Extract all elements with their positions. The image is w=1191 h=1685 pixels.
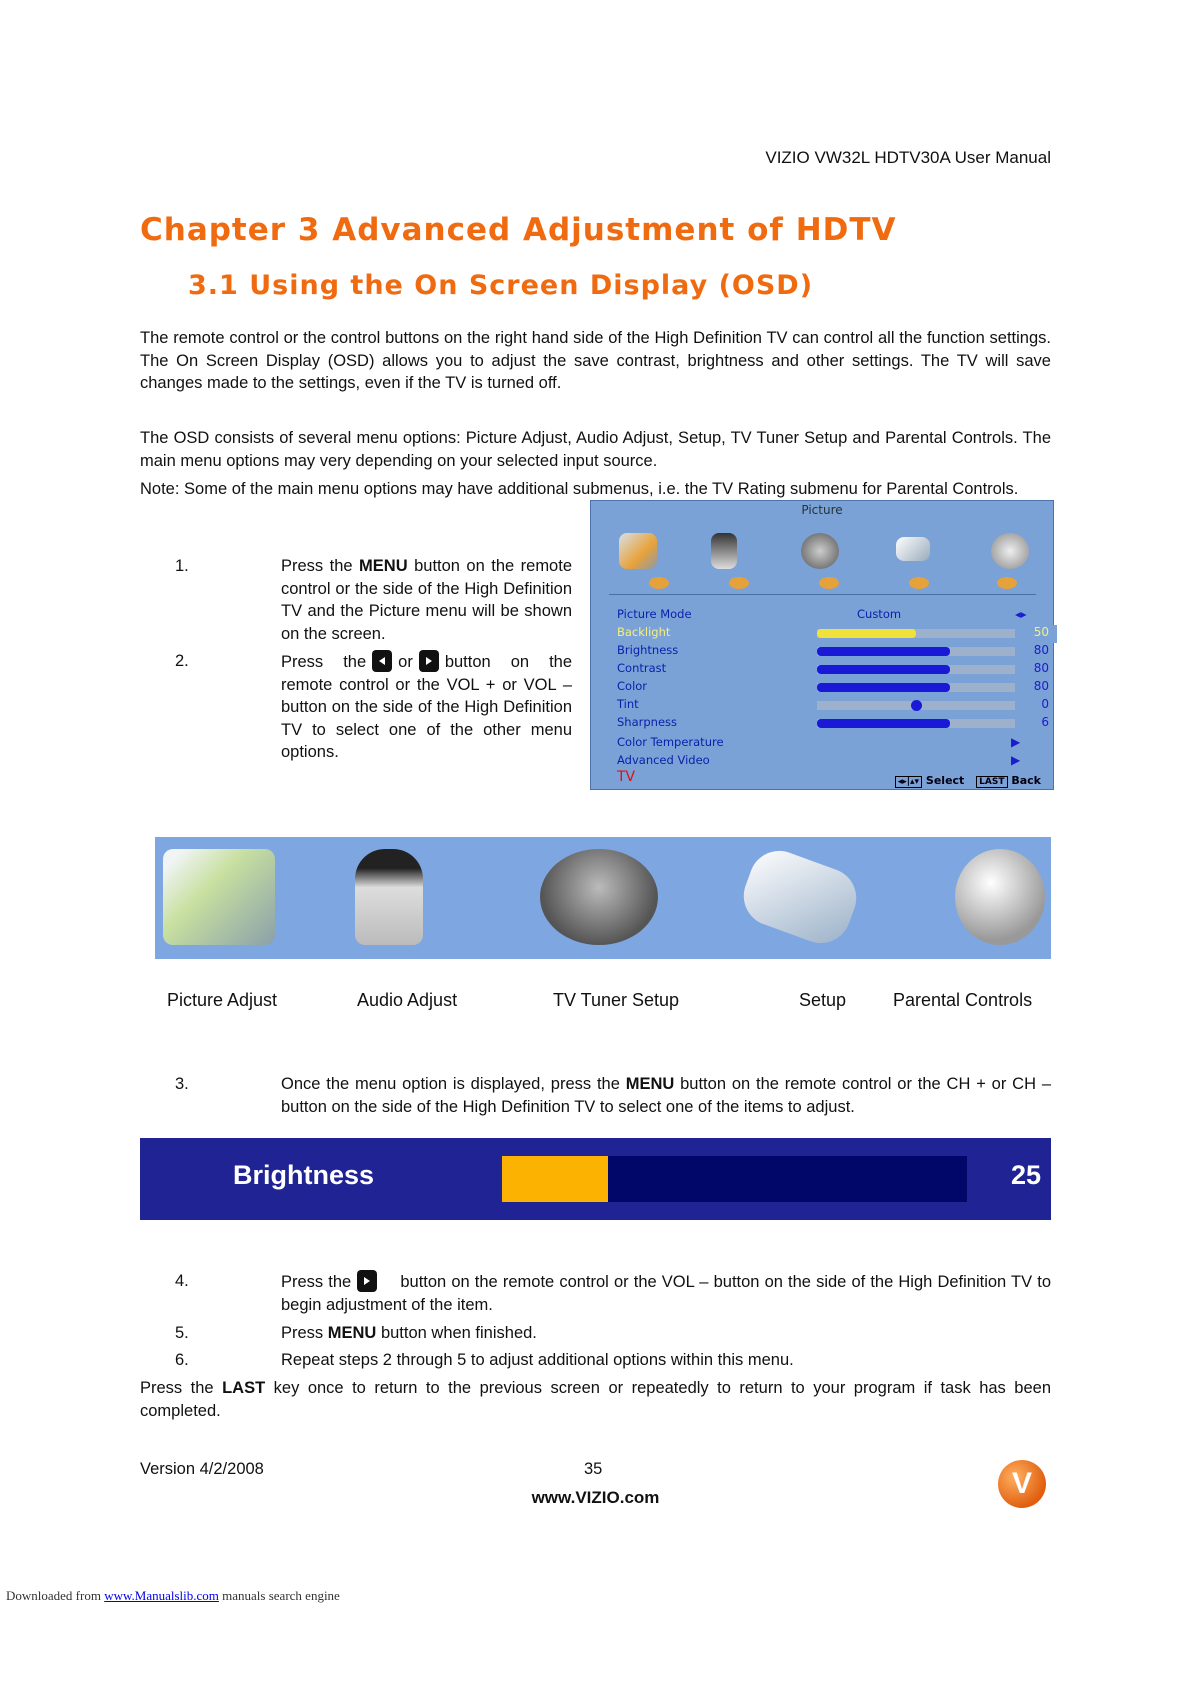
- wrench-icon: [896, 537, 930, 561]
- osd-slider-fill: [817, 719, 950, 728]
- last-key-icon: LAST: [976, 776, 1007, 788]
- step-number: 1.: [175, 557, 189, 575]
- manualslib-link[interactable]: www.Manualslib.com: [104, 1588, 219, 1603]
- osd-slider-thumb[interactable]: [911, 700, 922, 711]
- osd-picture-mode-value: Custom: [857, 607, 902, 621]
- satellite-dish-icon: [801, 533, 839, 569]
- osd-divider: [609, 594, 1036, 595]
- osd-setting-label: Color: [617, 679, 648, 693]
- osd-setting-value: 6: [1041, 715, 1049, 729]
- osd-advanced-video-row: Advanced Video: [617, 753, 710, 767]
- step-2: 2. Press the or button on the remote control or the VOL + or VOL – button on the side of the High Definition TV to select one of the other menu options.: [175, 652, 572, 761]
- osd-setting-value: 80: [1033, 679, 1049, 693]
- osd-setting-row[interactable]: [617, 625, 1057, 643]
- osd-setting-value: 80: [1033, 643, 1049, 657]
- version-text: Version 4/2/2008: [140, 1460, 264, 1478]
- chevron-down-icon: [649, 577, 669, 589]
- chevron-down-icon: [729, 577, 749, 589]
- arrow-keys-icon: ◂▸|▴▾: [895, 776, 922, 788]
- osd-setting-row[interactable]: [617, 679, 1057, 697]
- osd-slider-fill: [817, 647, 950, 656]
- step-4: 4. Press the button on the remote control or the VOL – button on the side of the High Definition TV to begin adjustment of the item.: [175, 1272, 1052, 1314]
- page-header: VIZIO VW32L HDTV30A User Manual: [765, 148, 1051, 167]
- osd-icon-row: [611, 527, 1036, 577]
- closing-paragraph: Press the LAST key once to return to the previous screen or repeatedly to return to your program if task has been completed.: [140, 1379, 1051, 1420]
- brightness-value: 25: [1010, 1160, 1041, 1190]
- submenu-arrow-icon: ▶: [1011, 735, 1021, 749]
- brightness-fill: [502, 1156, 608, 1202]
- chevron-down-icon: [909, 577, 929, 589]
- menu-label: TV Tuner Setup: [553, 990, 680, 1010]
- main-menu-icon-strip: [155, 837, 1051, 959]
- step-number: 4.: [175, 1272, 189, 1290]
- step-5: 5. Press MENU button when finished.: [175, 1322, 1051, 1345]
- chevron-down-icon: [819, 577, 839, 589]
- microphone-icon: [711, 533, 737, 569]
- audio-adjust-microphone-icon: [355, 849, 423, 945]
- osd-footer-hint: ◂▸|▴▾ Select LAST Back: [895, 774, 1041, 787]
- osd-slider-fill: [817, 665, 950, 674]
- osd-options-paragraph: The OSD consists of several menu options: Picture Adjust, Audio Adjust, Setup, TV Tuner Setup and Parental Controls. The main menu options may very depending on your selected input source.: [140, 429, 1051, 470]
- brightness-track: [502, 1156, 967, 1202]
- osd-picture-menu: [590, 500, 1054, 790]
- submenu-arrow-icon: ▶: [1011, 753, 1021, 767]
- step-6: 6. Repeat steps 2 through 5 to adjust additional options within this menu.: [175, 1349, 1051, 1372]
- osd-setting-row[interactable]: [617, 661, 1057, 679]
- osd-slider-fill: [817, 629, 916, 638]
- step-number: 2.: [175, 652, 189, 670]
- osd-setting-label: Sharpness: [617, 715, 678, 729]
- osd-slider-track[interactable]: [817, 629, 1015, 638]
- menu-key-label: MENU: [359, 557, 408, 575]
- vizio-logo: V: [998, 1460, 1046, 1508]
- osd-title: Picture: [801, 503, 843, 517]
- key-icon: [991, 533, 1029, 569]
- brightness-label: Brightness: [233, 1160, 375, 1190]
- section-title: 3.1 Using the On Screen Display (OSD): [188, 270, 814, 301]
- osd-setting-value: 50: [1033, 625, 1049, 639]
- osd-slider-track[interactable]: [817, 701, 1015, 710]
- chapter-title: Chapter 3 Advanced Adjustment of HDTV: [140, 212, 897, 248]
- osd-setting-row[interactable]: [617, 643, 1057, 661]
- menu-label: Parental Controls: [893, 990, 1033, 1010]
- parental-controls-key-icon: [955, 849, 1045, 945]
- chevron-down-icon: [997, 577, 1017, 589]
- right-arrow-key-icon: [419, 650, 439, 672]
- step-3: 3. Once the menu option is displayed, press the MENU button on the remote control or the CH + or CH – button on the side of the High Definition TV to select one of the items to adjust.: [175, 1075, 1051, 1116]
- osd-slider-fill: [817, 683, 950, 692]
- menu-label: Picture Adjust: [167, 990, 278, 1010]
- step-number: 6.: [175, 1351, 189, 1369]
- osd-setting-label: Contrast: [617, 661, 667, 675]
- osd-picture-mode-label: Picture Mode: [617, 607, 692, 621]
- osd-setting-row[interactable]: [617, 715, 1057, 733]
- menu-label: Setup: [799, 990, 847, 1010]
- menu-label: Audio Adjust: [357, 990, 458, 1010]
- intro-paragraph: The remote control or the control buttons on the right hand side of the High Definition TV can control all the function settings. The On Screen Display (OSD) allows you to adjust the save contrast, brightness and other settings. The TV will save changes made to the settings, even if the TV is turned off.: [140, 329, 1051, 392]
- left-arrow-key-icon: [372, 650, 392, 672]
- osd-setting-value: 80: [1033, 661, 1049, 675]
- setup-wrench-icon: [735, 842, 864, 951]
- step-1: 1. Press the MENU button on the remote control or the side of the High Definition TV and the Picture menu will be shown on the screen.: [175, 557, 572, 643]
- osd-slider-track[interactable]: [817, 719, 1015, 728]
- osd-setting-label: Brightness: [617, 643, 679, 657]
- osd-input-source: TV: [617, 769, 636, 785]
- osd-setting-label: Backlight: [617, 625, 671, 639]
- picture-adjust-monitor-icon: [163, 849, 275, 945]
- osd-color-temperature-row: Color Temperature: [617, 735, 724, 749]
- page-number: 35: [584, 1460, 603, 1478]
- download-notice: Downloaded from www.Manualslib.com manuals search engine: [6, 1588, 340, 1603]
- step-number: 5.: [175, 1324, 189, 1342]
- brightness-adjust-bar: [140, 1138, 1051, 1220]
- osd-setting-value: 0: [1041, 697, 1049, 711]
- osd-slider-track[interactable]: [817, 683, 1015, 692]
- right-arrow-key-icon: [357, 1270, 377, 1292]
- note-paragraph: Note: Some of the main menu options may have additional submenus, i.e. the TV Rating submenu for Parental Controls.: [140, 480, 1019, 498]
- left-right-arrow-icon: ◂▸: [1015, 607, 1027, 621]
- step-number: 3.: [175, 1075, 189, 1093]
- osd-slider-track[interactable]: [817, 665, 1015, 674]
- monitor-icon: [619, 533, 657, 569]
- osd-slider-track[interactable]: [817, 647, 1015, 656]
- tv-tuner-satellite-dish-icon: [540, 849, 658, 945]
- osd-picture-mode-row: [617, 607, 1037, 625]
- website-url: www.VIZIO.com: [531, 1488, 660, 1507]
- osd-setting-label: Tint: [617, 697, 639, 711]
- osd-setting-row[interactable]: [617, 697, 1057, 715]
